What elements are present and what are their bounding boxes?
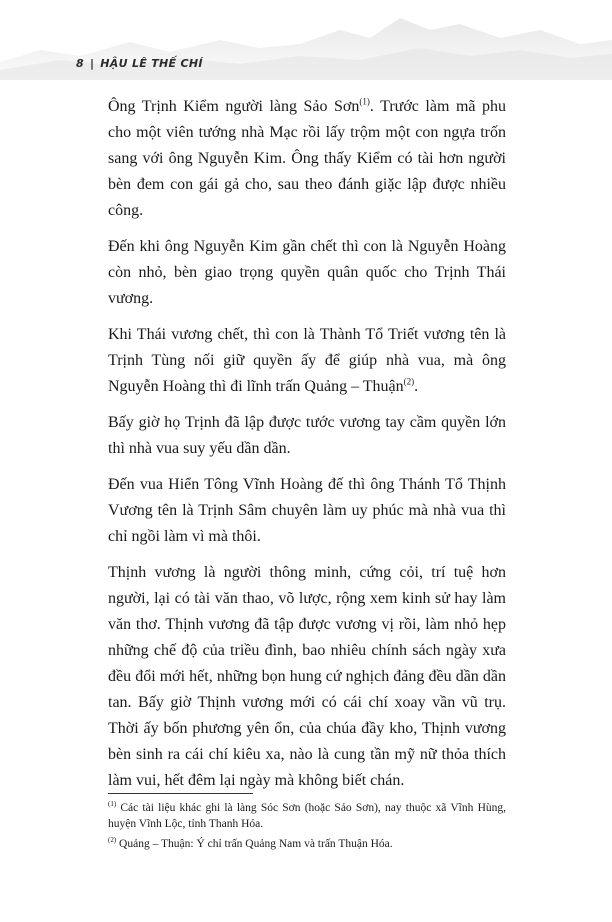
footnote-ref: (1) [359,96,370,107]
footnotes [108,800,506,856]
page-number: 8 [76,56,84,70]
book-title: HẬU LÊ THẾ CHÍ [100,56,203,70]
paragraph: Bấy giờ họ Trịnh đã lập được tước vương tay cầm quyền lớn thì nhà vua suy yếu dần dần. [108,414,506,457]
header-separator: | [89,56,95,70]
paragraph: Đến vua Hiển Tông Vĩnh Hoàng đế thì ông Thánh Tổ Thịnh Vương tên là Trịnh Sâm chuyên làm uy phúc mà nhà vua thì chỉ ngồi làm vì mà thôi. [108,476,506,545]
paragraph: Thịnh vương là người thông minh, cứng cỏi, trí tuệ hơn người, lại có tài văn thao, võ lược, rộng xem kinh sử hay làm văn thơ. Thịnh vương đã tập được vương vị rồi, làm nhỏ hẹp những chế độ của triều đình, bao nhiêu chính sách ngày xưa đều đổi mới hết, những bọn hung cứ nghịch đảng đều dần dần tan. Bấy giờ Thịnh vương mới có cái chí xoay vần vũ trụ. Thời ấy bốn phương yên ổn, của chúa đầy kho, Thịnh vương bèn sinh ra cái chí kiêu xa, nào là cung tần mỹ nữ thỏa thích làm vui, hết đêm lại ngày mà không biết chán. [108,564,506,789]
running-header [76,54,203,72]
footnote: $^{(1)}$ Các tài liệu khác ghi là làng Sóc Sơn (hoặc Sảo Sơn), nay thuộc xã Vĩnh Hùng, huyện Vĩnh Lộc, tỉnh Thanh Hóa. [108,800,506,830]
footnote-ref: (2) [403,376,415,387]
paragraph: Đến khi ông Nguyễn Kim gần chết thì con là Nguyễn Hoàng còn nhỏ, bèn giao trọng quyền quân quốc cho Trịnh Thái vương. [108,238,506,307]
paragraph: Khi Thái vương chết, thì con là Thành Tổ Triết vương tên là Trịnh Tùng nối giữ quyền ấy để giúp nhà vua, mà ông Nguyễn Hoàng thì đi lĩnh trấn Quảng – Thuận$^{(2)}$. [108,326,506,395]
paragraph: Ông Trịnh Kiểm người làng Sảo Sơn$^{(1)}$. Trước làm mã phu cho một viên tướng nhà Mạc rồi lấy trộm một con ngựa trốn sang với ông Nguyễn Kim. Ông thấy Kiểm có tài hơn người bèn đem con gái gả cho, sau theo đánh giặc lập được nhiều công. [108,96,507,219]
footnote-mark: (2) [108,836,117,845]
main-text [108,94,506,804]
footnote-mark: (1) [108,800,117,809]
footnote: $^{(2)}$ Quảng – Thuận: Ý chỉ trấn Quảng Nam và trấn Thuận Hóa. [108,836,393,850]
footnote-divider [108,793,253,794]
